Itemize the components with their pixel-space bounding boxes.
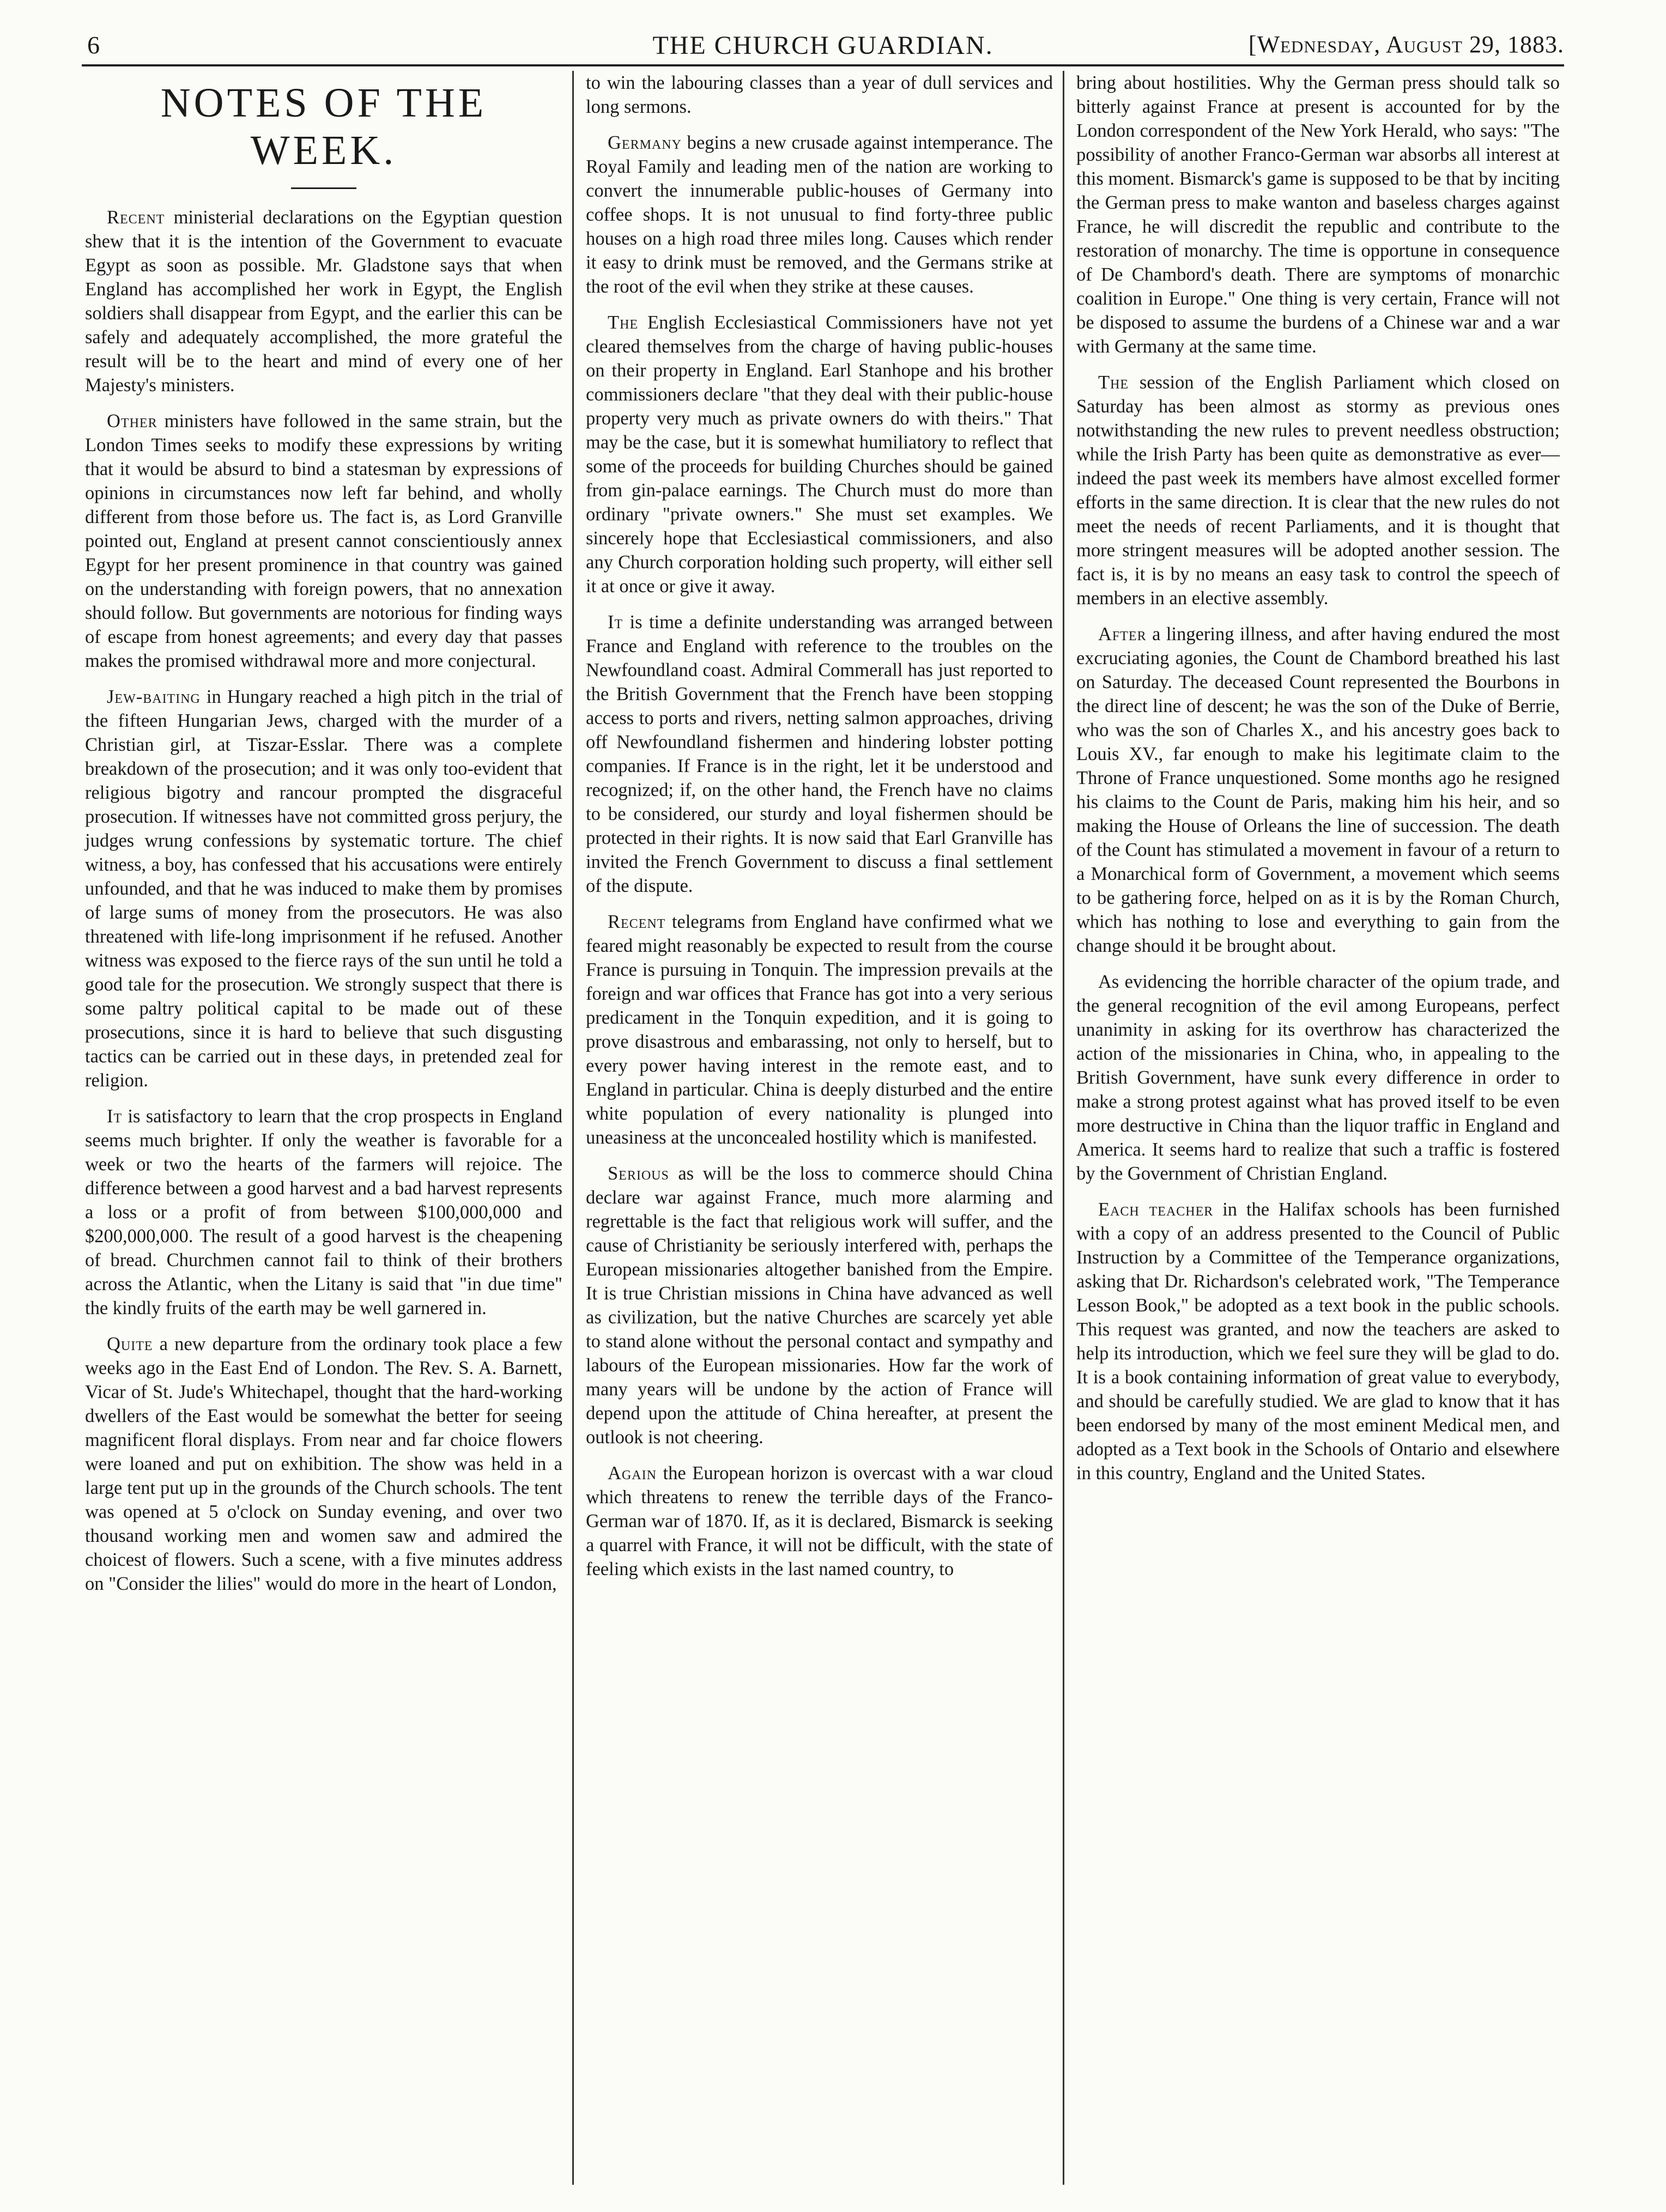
paragraph-lead-word: Again [608,1463,657,1484]
paragraph-lead-word: Quite [107,1334,153,1354]
paragraph-text: in the Halifax schools has been furnished with a copy of an address presented to the Council of Public Instruction by a Committee of the Temperance organizations, asking that Dr. Richardson's celebrated work, "The Temperance Lesson Book," be adopted as a text book in the public schools. This request was granted, and now the teachers are asked to help its introduction, which we feel sure they will be glad to do. It is a book containing information of great value to everybody, and should be carefully studied. We are glad to know that it has been endorsed by many of the most eminent Medical men, and adopted as a Text book in the Schools of Ontario and elsewhere in this country, England and the United States. [1076,1199,1560,1484]
paragraph-lead-word: It [608,612,623,633]
article-paragraph [85,409,562,673]
paragraph-lead-word: Serious [608,1163,669,1184]
paragraph-text: As evidencing the horrible character of the opium trade, and the general recognition of the evil among Europeans, perfect unanimity in asking for its overthrow has characterized the action of the missionaries in China, who, in appealing to the British Government, have sunk every difference in order to make a strong protest against what has proved itself to be even more destructive in China than the liquor traffic in England and America. It seems hard to realize that such a traffic is fostered by the Government of Christian England. [1076,971,1560,1184]
page-number: 6 [87,31,100,59]
paragraph-lead-word: It [107,1106,123,1127]
column-3 [1063,71,1564,2185]
title-rule [291,187,356,189]
paragraph-lead-word: Jew-baiting [107,686,201,707]
paragraph-text: to win the labouring classes than a year of dull services and long sermons. [586,72,1053,117]
column-2 [572,71,1063,2185]
article-columns [82,71,1564,2185]
section-title: NOTES OF THE WEEK. [160,80,487,173]
paragraph-text: begins a new crusade against intemperance. The Royal Family and leading men of the nation are working to convert the innumerable public-houses of Germany into coffee shops. It is not unusual to find forty-three public houses on a high road three miles long. Causes which render it easy to drink must be removed, and the Germans strike at the root of the evil when they strike at these causes. [586,132,1053,297]
paragraph-text: a lingering illness, and after having endured the most excruciating agonies, the Count de Chambord breathed his last on Saturday. The deceased Count represented the Bourbons in the direct line of descent; he was the son of the Duke of Berrie, who was the son of Charles X., and his ancestry goes back to Louis XV., far enough to make his legitimate claim to the Throne of France unquestioned. Some months ago he resigned his claims to the Count de Paris, making him his heir, and so making the House of Orleans the line of succession. The death of the Count has stimulated a movement in favour of a return to a Monarchical form of Government, a movement which seems to be gathering force, helped on as it is by the Roman Church, which has nothing to lose and everything to gain from the change should it be brought about. [1076,624,1560,956]
paragraph-text: English Ecclesiastical Commissioners have not yet cleared themselves from the charge of having public-houses on their property in England. Earl Stanhope and his brother commissioners declare "that they deal with their public-house property very much as private owners do with theirs." That may be the case, but it is somewhat humiliatory to reflect that some of the proceeds for building Churches should be gained from gin-palace earnings. The Church must do more than ordinary "private owners." She must set examples. We sincerely hope that Ecclesiastical commissioners, and also any Church corporation holding such property, will either sell it at once or give it away. [586,312,1053,597]
article-paragraph [586,311,1053,598]
paragraph-lead-word: The [1098,372,1129,393]
paragraph-text: ministers have followed in the same strain, but the London Times seeks to modify these expressions by writing that it would be absurd to bind a statesman by expressions of opinions in circumstances now left far behind, and wholly different from those before us. The fact is, as Lord Granville pointed out, England at present cannot conscientiously annex Egypt for her present prominence in that country was gained on the understanding with foreign powers, that no annexation should follow. But governments are notorious for finding ways of escape from honest agreements; and every day that passes makes the promised withdrawal more and more conjectural. [85,411,562,671]
column-body [586,71,1053,1581]
paragraph-text: a new departure from the ordinary took place a few weeks ago in the East End of London. The Rev. S. A. Barnett, Vicar of St. Jude's Whitechapel, thought that the hard-working dwellers of the East would be somewhat the better for seeing magnificent floral displays. From near and far choice flowers were loaned and put on exhibition. The show was held in a large tent put up in the grounds of the Church schools. The tent was opened at 5 o'clock on Sunday evening, and over two thousand working men and women saw and admired the choicest of flowers. Such a scene, with a five minutes address on "Consider the lilies" would do more in the heart of London, [85,1334,562,1594]
paragraph-lead-word: Other [107,411,157,432]
paragraph-text: as will be the loss to commerce should China declare war against France, much more alarming and regrettable is the fact that religious work will suffer, and the cause of Christianity be seriously interfered with, perhaps the European missionaries altogether banished from the Empire. It is true Christian missions in China have advanced as well as civilization, but the native Churches are scarcely yet able to stand alone without the personal contact and sympathy and labours of the European missionaries. How far the work of many years will be undone by the action of France will depend upon the attitude of China hereafter, at present the outlook is not cheering. [586,1163,1053,1448]
paragraph-text: telegrams from England have confirmed what we feared might reasonably be expected to result from the course France is pursuing in Tonquin. The impression prevails at the foreign and war offices that France has got into a very serious predicament in the Tonquin expedition, and it is going to prove disastrous and embarassing, not only to herself, but to every power having interest in the remote east, and to England in particular. China is deeply disturbed and the entire white population of every nationality is plunged into uneasiness at the unconcealed hostility which is manifested. [586,911,1053,1148]
article-paragraph [1076,1198,1560,1485]
article-paragraph [586,131,1053,299]
article-paragraph [586,1162,1053,1449]
paragraph-text: bring about hostilities. Why the German press should talk so bitterly against France at present is accounted for by the London correspondent of the New York Herald, who says: "The possibility of another Franco-German war absorbs all interest at this moment. Bismarck's game is supposed to be that by inciting the German press to make wanton and baseless charges against France, he will discredit the republic and contribute to the restoration of monarchy. The time is opportune in consequence of De Chambord's death. There are symptoms of monarchic coalition in Europe." One thing is very certain, France will not be disposed to assume the burdens of a Chinese war and a war with Germany at the same time. [1076,72,1560,357]
issue-date: [Wednesday, August 29, 1883. [1248,31,1564,58]
paragraph-text: is time a definite understanding was arranged between France and England with reference to the troubles on the Newfoundland coast. Admiral Commerall has just reported to the British Government that the French have been stopping access to ports and rivers, netting salmon approaches, driving off Newfoundland fishermen and hindering lobster potting companies. If France is in the right, let it be understood and recognized; if, on the other hand, the French have no claims to be considered, our sturdy and loyal fishermen should be protected in their rights. It is now said that Earl Granville has invited the French Government to discuss a final settlement of the dispute. [586,612,1053,896]
article-paragraph [85,1104,562,1320]
column-1 [82,71,572,2185]
article-paragraph [1076,71,1560,358]
paragraph-text: in Hungary reached a high pitch in the trial of the fifteen Hungarian Jews, charged with the murder of a Christian girl, at Tiszar-Esslar. There was a complete breakdown of the prosecution; and it was only too-evident that religious bigotry and rancour prompted the disgraceful prosecution. If witnesses have not committed gross perjury, the judges wrung confessions by systematic torture. The chief witness, a boy, has confessed that his accusations were entirely unfounded, and that he was induced to make them by promises of large sums of money from the prosecutors. He was also threatened with life-long imprisonment if he refused. Another witness was exposed to the fierce rays of the sun until he told a good tale for the prosecution. We strongly suspect that there is some paltry political capital to be made out of these prosecutions, since it is hard to believe that such disgusting tactics can be carried out in these days, in pretended zeal for religion. [85,686,562,1091]
article-paragraph [586,71,1053,119]
newspaper-title: THE CHURCH GUARDIAN. [652,31,993,60]
page-header [82,26,1564,70]
article-paragraph [85,205,562,397]
article-paragraph [1076,622,1560,958]
column-body [1076,71,1560,1485]
paragraph-lead-word: The [608,312,639,333]
paragraph-lead-word: Recent [608,911,666,932]
paragraph-lead-word: Each teacher [1098,1199,1214,1220]
article-paragraph [586,610,1053,898]
article-paragraph [1076,370,1560,610]
paragraph-lead-word: Germany [608,132,682,153]
article-paragraph [85,1332,562,1596]
article-paragraph [586,910,1053,1150]
paragraph-text: ministerial declarations on the Egyptian question shew that it is the intention of the Government to evacuate Egypt as soon as possible. Mr. Gladstone says that when England has accomplished her work in Egypt, the English soldiers shall disappear from Egypt, and the earlier this can be safely and adequately accomplished, the more grateful the result will be to the heart and mind of every one of her Majesty's ministers. [85,207,562,396]
article-paragraph [85,685,562,1092]
paragraph-text: the European horizon is overcast with a war cloud which threatens to renew the terrible days of the Franco-German war of 1870. If, as it is declared, Bismarck is seeking a quarrel with France, it will not be difficult, with the state of feeling which exists in the last named country, to [586,1463,1053,1579]
paragraph-text: session of the English Parliament which closed on Saturday has been almost as stormy as previous ones notwithstanding the new rules to prevent needless obstruction; while the Irish Party has been quite as demonstrative as ever—indeed the past week its members have almost excelled former efforts in the same direction. It is clear that the new rules do not meet the needs of recent Parliaments, and it is thought that more stringent measures will be adopted another session. The fact is, it is by no means an easy task to control the speech of members in an elective assembly. [1076,372,1560,609]
article-paragraph [1076,970,1560,1186]
paragraph-lead-word: Recent [107,207,165,228]
header-rule [82,64,1564,66]
column-body [85,205,562,1596]
paragraph-lead-word: After [1098,624,1147,645]
paragraph-text: is satisfactory to learn that the crop prospects in England seems much brighter. If only the weather is favorable for a week or two the hearts of the farmers will rejoice. The difference between a good harvest and a bad harvest represents a loss or a profit of from between $100,000,000 and $200,000,000. The result of a good harvest is the cheapening of bread. Churchmen cannot fail to think of their brothers across the Atlantic, when the Litany is said that "in due time" the kindly fruits of the earth may be well garnered in. [85,1106,562,1318]
article-paragraph [586,1461,1053,1581]
